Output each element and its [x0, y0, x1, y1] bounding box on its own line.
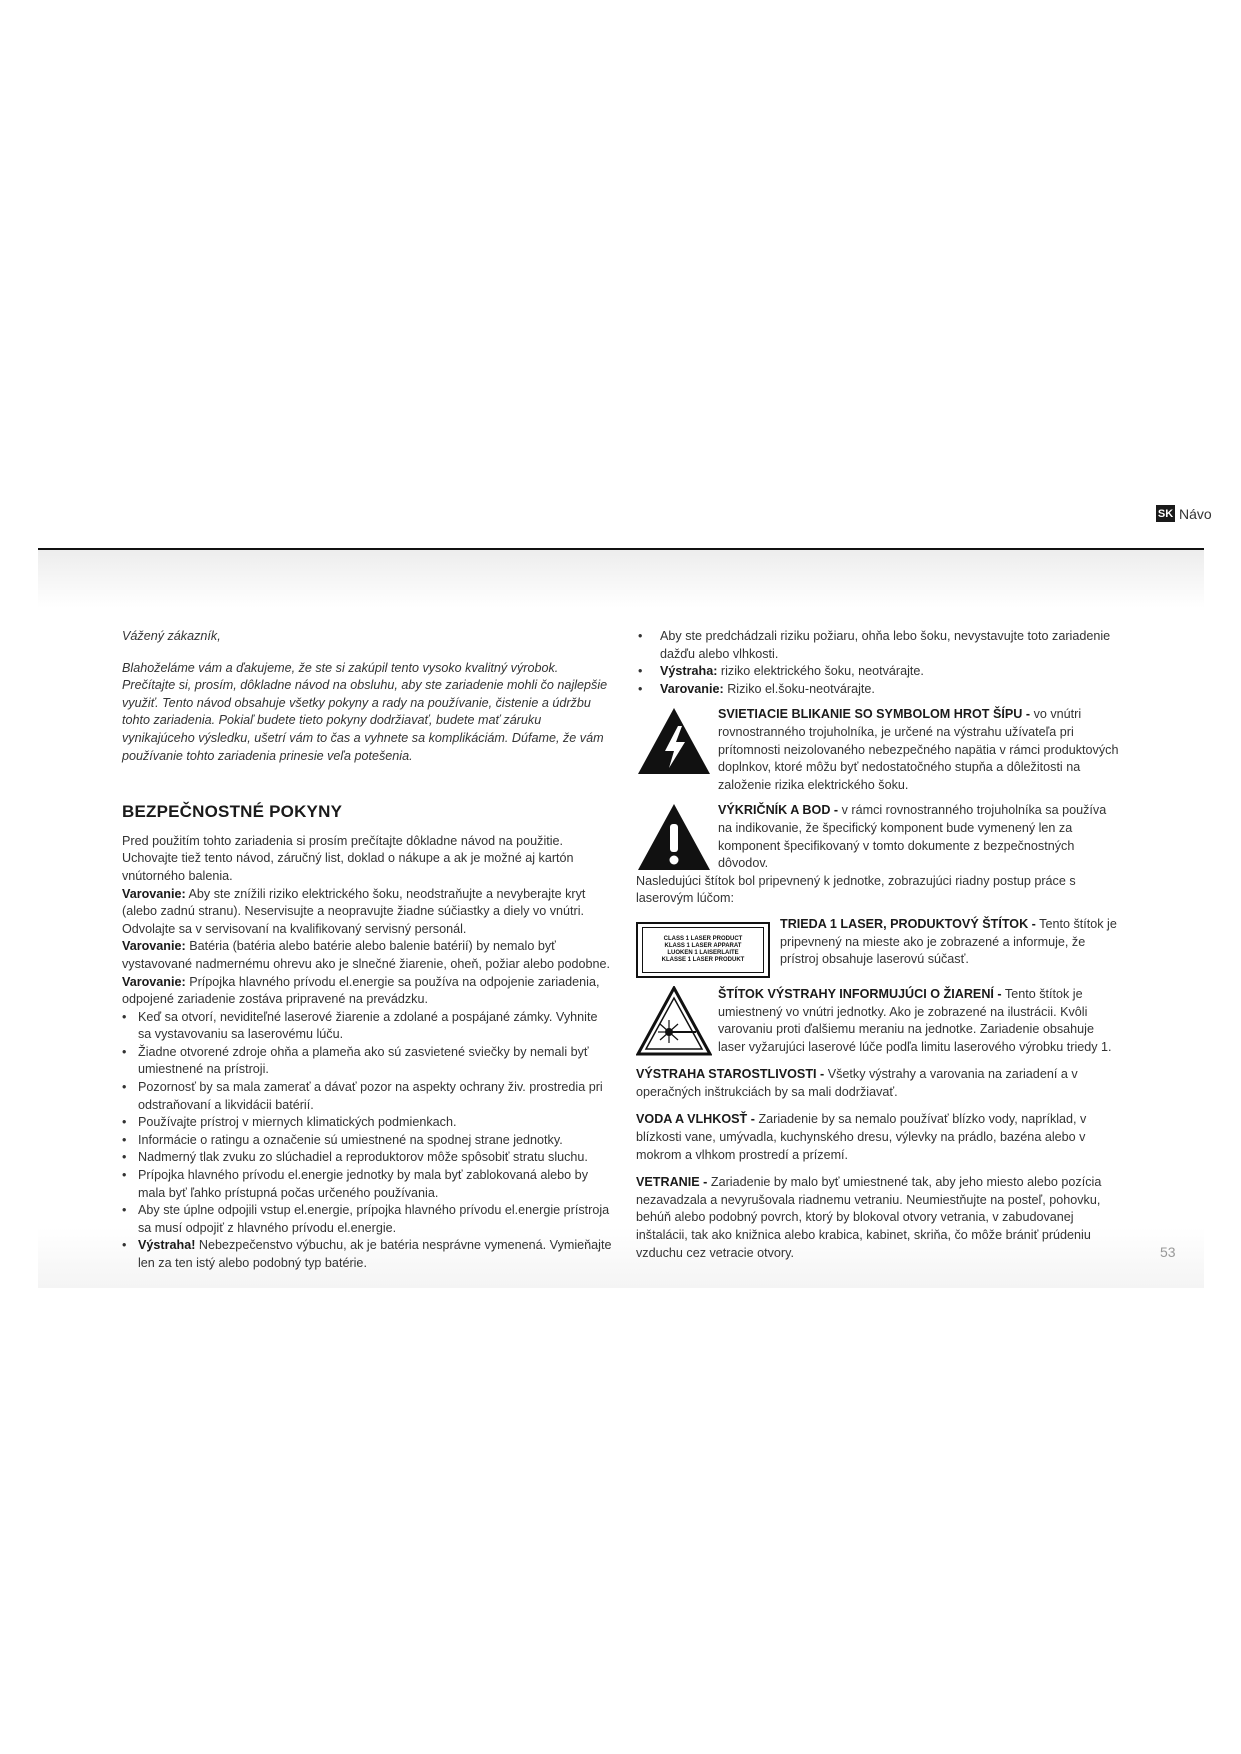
radiation-title: ŠTÍTOK VÝSTRAHY INFORMUJÚCI O ŽIARENÍ - [718, 986, 1002, 1001]
list-item: • Informácie o ratingu a označenie sú umiestnené na spodnej strane jednotky. [122, 1132, 612, 1150]
radiation-warning-block [636, 986, 1122, 1056]
laser-label-line: LUOKEN 1 LAISERLAITE [667, 949, 739, 956]
list-item: • Pozornosť by sa mala zamerať a dávať pozor na aspekty ochrany živ. prostredia pri odstraňovaní a likvidácii batérií. [122, 1079, 612, 1114]
warning-paragraph: Varovanie: Aby ste znížili riziko elektrického šoku, neodstraňujte a nevyberajte kryt (alebo zadnú stranu). Neservisujte a neopravujte žiadne súčiastky a diely vo vnútri. Odvolajte sa v servisovaní na kvalifikovaný servisný personál. [122, 886, 586, 936]
list-item: • Keď sa otvorí, neviditeľné laserové žiarenie a zdolané a pospájané zámky. Vyhnite sa vystavovaniu sa laserovému lúču. [122, 1009, 612, 1044]
ventilation-paragraph: VETRANIE - Zariadenie by malo byť umiestnené tak, aby jeho miesto alebo pozícia nezavadzala a nevyrušovala riadnemu vetraniu. Neumiestňujte na posteľ, pohovku, behúň alebo podobný povrch, ktorý by blokoval otvory vetrania, v zabudovanej inštalácii, tak ako knižnica alebo krabica, kabinet, skriňa, čo môže brániť prúdeniu vzduchu cez vetracie otvory. [636, 1175, 1102, 1260]
section-tab-marker [1156, 505, 1212, 522]
warning-paragraph: Varovanie: Prípojka hlavného prívodu el.energie sa používa na odpojenie zariadenia, odpojené zariadenie zostáva pripravené na prevádzku. [122, 974, 600, 1007]
laser-radiation-icon [636, 986, 712, 1056]
care-title: VÝSTRAHA STAROSTLIVOSTI - [636, 1067, 825, 1082]
section-title: BEZPEČNOSTNÉ POKYNY [122, 802, 343, 822]
lightning-warning-icon [636, 706, 712, 776]
exclamation-warning-icon [636, 802, 712, 872]
hazard-bullet-list [636, 628, 1122, 698]
page-number: 53 [1160, 1244, 1176, 1260]
class1-laser-block [636, 916, 1122, 978]
right-column [636, 628, 1122, 1262]
warning-label: Výstraha: [660, 664, 718, 679]
list-item: • Žiadne otvorené zdroje ohňa a plameňa ako sú zasvietené sviečky by nemali byť umiestnené na prístroji. [122, 1044, 612, 1079]
exclamation-title: VÝKRIČNÍK A BOD - [718, 803, 839, 818]
exclamation-description: VÝKRIČNÍK A BOD - v rámci rovnostranného trojuholníka sa používa na indikovanie, že špecifický komponent bude vymenený len za komponent špecifikovaný v tomto dokumente z bezpečnostných dôvodov. [718, 803, 1107, 871]
class1-title: TRIEDA 1 LASER, PRODUKTOVÝ ŠTÍTOK - [780, 916, 1036, 931]
header-rule [38, 548, 1204, 550]
list-item: • Aby ste úplne odpojili vstup el.energie, prípojka hlavného prívodu el.energie prístroja sa musí odpojiť z hlavného prívodu el.energie. [122, 1202, 612, 1237]
exclamation-symbol-block [636, 802, 1122, 872]
laser-label-line: CLASS 1 LASER PRODUCT [663, 935, 743, 942]
left-column [122, 628, 612, 1273]
list-item: • Používajte prístroj v miernych klimatických podmienkach. [122, 1114, 612, 1132]
laser-label-line: KLASSE 1 LASER PRODUKT [661, 956, 745, 963]
warning-label: Varovanie: [122, 886, 186, 901]
label-intro-paragraph: Nasledujúci štítok bol pripevnený k jednotke, zobrazujúci riadny postup práce s laserovým lúčom: [636, 873, 1076, 906]
lightning-description: SVIETIACIE BLIKANIE SO SYMBOLOM HROT ŠÍPU - vo vnútri rovnostranného trojuholníka, je určené na výstrahu užívateľa pri prítomnosti neizolovaného nebezpečného napätia v rámci produktových doplnkov, ktoré môžu byť nedostatočného stupňa a dôležitosti na založenie rizika elektrického šoku. [718, 707, 1119, 792]
greeting: Vážený zákazník, [122, 629, 221, 643]
list-item: • Aby ste predchádzali riziku požiaru, ohňa lebo šoku, nevystavujte toto zariadenie dažďu alebo vlhkosti. [636, 628, 1122, 663]
class1-description: TRIEDA 1 LASER, PRODUKTOVÝ ŠTÍTOK - Tento štítok je pripevnený na mieste ako je zobrazené a informuje, že prístroj obsahuje laserovú súčasť. [780, 916, 1117, 967]
warning-paragraph: Varovanie: Batéria (batéria alebo batérie alebo balenie batérií) by nemalo byť vystavované nadmernému ohrevu ako je slnečné žiarenie, oheň, požiar alebo podobne. [122, 939, 610, 971]
pre-use-paragraph: Pred použitím tohto zariadenia si prosím prečítajte dôkladne návod na použitie. Uchovajte tiež tento návod, záručný list, doklad o nákupe a ak je možné aj kartón vnútorného balenia. [122, 833, 574, 883]
list-item: • Prípojka hlavného prívodu el.energie jednotky by mala byť zablokovaná alebo by mala byť ľahko prístupná počas určeného používania. [122, 1167, 612, 1202]
warning-label: Varovanie: [122, 939, 186, 954]
warning-label: Výstraha! [138, 1238, 196, 1253]
warning-label: Varovanie: [122, 974, 186, 989]
radiation-description: ŠTÍTOK VÝSTRAHY INFORMUJÚCI O ŽIARENÍ - Tento štítok je umiestnený vo vnútri jednotky. Ako je zobrazené na ilustrácii. Kvôli varovaniu proti ďalšiemu meraniu na jednotke. Zariadenie obsahuje laser vyžarujúci laserové lúče podľa limitu laserového výrobku triedy 1. [718, 986, 1112, 1054]
section-tab-label: Návo [1179, 505, 1212, 522]
list-item: • Nadmerný tlak zvuku zo slúchadiel a reproduktorov môže spôsobiť stratu sluchu. [122, 1149, 612, 1167]
water-title: VODA A VLHKOSŤ - [636, 1112, 755, 1127]
list-item: • Varovanie: Riziko el.šoku-neotvárajte. [636, 681, 1122, 699]
language-badge: SK [1156, 505, 1175, 522]
lightning-title: SVIETIACIE BLIKANIE SO SYMBOLOM HROT ŠÍPU - [718, 707, 1031, 722]
water-paragraph: VODA A VLHKOSŤ - Zariadenie by sa nemalo používať blízko vody, napríklad, v blízkosti vane, umývadla, kuchynského dresu, výlevky na prádlo, bazéna alebo v mokrom a vlhkom prostredí a prízemí. [636, 1112, 1087, 1162]
lightning-symbol-block [636, 706, 1122, 794]
laser-product-label [636, 922, 770, 978]
intro-paragraph: Blahoželáme vám a ďakujeme, že ste si zakúpil tento vysoko kvalitný výrobok. Prečítajte si, prosím, dôkladne návod na obsluhu, aby ste zariadenie mohli čo najlepšie využiť. Tento návod obsahuje všetky pokyny a rady na používanie, čistenie a údržbu tohto zariadenia. Pokiaľ budete tieto pokyny dodržiavať, budete mať záruku vynikajúceho výsledku, ušetrí vám to čas a vyhnete sa komplikáciám. Dúfame, že vám používanie tohto zariadenia prinesie veľa potešenia. [122, 660, 608, 763]
laser-label-line: KLASS 1 LASER APPARAT [664, 942, 742, 949]
list-item: • Výstraha: riziko elektrického šoku, neotvárajte. [636, 663, 1122, 681]
care-paragraph: VÝSTRAHA STAROSTLIVOSTI - Všetky výstrahy a varovania na zariadení a v operačných inštrukciách by sa mali dodržiavať. [636, 1067, 1078, 1099]
list-item: • Výstraha! Nebezpečenstvo výbuchu, ak je batéria nesprávne vymenená. Vymieňajte len za ten istý alebo podobný typ batérie. [122, 1237, 612, 1272]
safety-bullet-list [122, 1009, 612, 1273]
ventilation-title: VETRANIE - [636, 1175, 708, 1190]
warning-label: Varovanie: [660, 681, 724, 696]
